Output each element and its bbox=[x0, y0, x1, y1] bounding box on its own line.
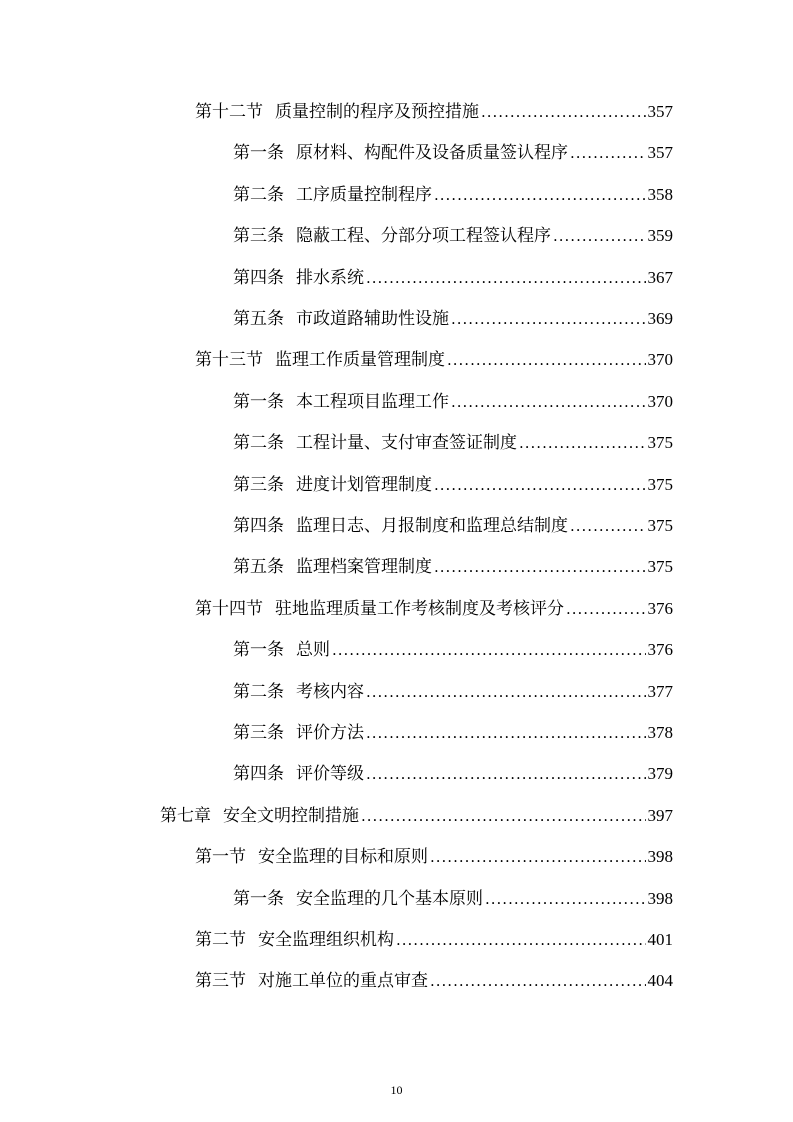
dot-leader bbox=[519, 429, 646, 457]
toc-entry[interactable] bbox=[195, 967, 673, 995]
toc-entry-page: 359 bbox=[647, 226, 673, 246]
toc-entry[interactable] bbox=[233, 305, 673, 333]
toc-entry-label: 第十二节 bbox=[195, 102, 263, 122]
toc-entry[interactable] bbox=[233, 885, 673, 913]
toc-entry-label: 第三条 bbox=[233, 474, 284, 495]
toc-entry[interactable] bbox=[233, 760, 673, 788]
toc-entry-page: 397 bbox=[647, 805, 673, 825]
dot-leader bbox=[361, 802, 646, 830]
toc-entry-label: 第一条 bbox=[233, 640, 284, 661]
toc-entry[interactable] bbox=[233, 222, 673, 250]
toc-entry-page: 378 bbox=[647, 723, 673, 742]
toc-entry-page: 376 bbox=[647, 598, 673, 618]
dot-leader bbox=[434, 553, 646, 581]
toc-entry-page: 369 bbox=[647, 309, 673, 328]
toc-entry-title: 市政道路辅助性设施 bbox=[296, 309, 449, 329]
toc-entry[interactable] bbox=[233, 139, 673, 167]
toc-entry-title: 工程计量、支付审查签证制度 bbox=[296, 433, 517, 454]
toc-entry[interactable] bbox=[195, 843, 673, 871]
toc-entry-title: 工序质量控制程序 bbox=[296, 184, 432, 205]
toc-entry-label: 第四条 bbox=[233, 516, 284, 536]
toc-entry[interactable] bbox=[195, 926, 673, 954]
toc-entry-page: 401 bbox=[647, 930, 673, 949]
toc-entry[interactable] bbox=[233, 181, 673, 209]
dot-leader bbox=[570, 139, 646, 167]
toc-entry-title: 隐蔽工程、分部分项工程签认程序 bbox=[296, 226, 551, 247]
dot-leader bbox=[451, 305, 646, 333]
dot-leader bbox=[570, 512, 646, 540]
toc-entry-title: 驻地监理质量工作考核制度及考核评分 bbox=[275, 598, 564, 619]
toc-entry[interactable] bbox=[160, 802, 673, 830]
toc-entry-page: 367 bbox=[647, 267, 673, 287]
toc-entry-label: 第一节 bbox=[195, 847, 246, 868]
toc-entry-title: 考核内容 bbox=[296, 681, 364, 702]
dot-leader bbox=[332, 636, 646, 664]
toc-entry-label: 第五条 bbox=[233, 557, 284, 578]
toc-entry-title: 原材料、构配件及设备质量签认程序 bbox=[296, 143, 568, 164]
toc-entry-label: 第七章 bbox=[160, 805, 211, 826]
toc-entry-label: 第二条 bbox=[233, 184, 284, 205]
toc-entry-page: 375 bbox=[647, 557, 673, 577]
toc-entry-page: 404 bbox=[647, 971, 673, 991]
toc-entry-title: 安全监理组织机构 bbox=[258, 930, 394, 950]
toc-entry-label: 第二条 bbox=[233, 681, 284, 702]
toc-entry-label: 第一条 bbox=[233, 888, 284, 909]
dot-leader bbox=[430, 967, 646, 995]
page-number: 10 bbox=[390, 1083, 403, 1097]
toc-entry-page: 357 bbox=[647, 102, 673, 121]
toc-entry-page: 370 bbox=[647, 350, 673, 370]
toc-entry-label: 第五条 bbox=[233, 309, 284, 329]
toc-entry-label: 第三节 bbox=[195, 971, 246, 992]
toc-entry[interactable] bbox=[195, 98, 673, 126]
toc-entry-page: 357 bbox=[647, 143, 673, 163]
toc-entry[interactable] bbox=[233, 264, 673, 292]
dot-leader bbox=[553, 222, 646, 250]
toc-entry[interactable] bbox=[195, 595, 673, 623]
toc-entry-title: 安全监理的几个基本原则 bbox=[296, 888, 483, 909]
toc-entry-title: 评价等级 bbox=[296, 764, 364, 785]
toc-entry-title: 质量控制的程序及预控措施 bbox=[275, 102, 479, 122]
dot-leader bbox=[447, 346, 646, 374]
toc-entry-label: 第三条 bbox=[233, 723, 284, 743]
toc-entry-title: 安全监理的目标和原则 bbox=[258, 847, 428, 868]
toc-entry-label: 第二条 bbox=[233, 433, 284, 454]
toc-entry-label: 第四条 bbox=[233, 267, 284, 288]
toc-entry-label: 第四条 bbox=[233, 764, 284, 785]
toc-entry-title: 监理日志、月报制度和监理总结制度 bbox=[296, 516, 568, 536]
toc-entry-page: 375 bbox=[647, 433, 673, 453]
toc-entry[interactable] bbox=[233, 429, 673, 457]
dot-leader bbox=[366, 264, 646, 292]
dot-leader bbox=[366, 719, 646, 747]
toc-entry[interactable] bbox=[233, 678, 673, 706]
dot-leader bbox=[434, 181, 646, 209]
toc-entry-page: 398 bbox=[647, 888, 673, 908]
toc-entry-title: 对施工单位的重点审查 bbox=[258, 971, 428, 992]
toc-entry-label: 第十四节 bbox=[195, 598, 263, 619]
dot-leader bbox=[366, 760, 646, 788]
toc-entry-page: 370 bbox=[647, 391, 673, 411]
toc-entry-label: 第三条 bbox=[233, 226, 284, 247]
toc-entry-title: 排水系统 bbox=[296, 267, 364, 288]
toc-entry[interactable] bbox=[233, 388, 673, 416]
toc-entry-page: 358 bbox=[647, 184, 673, 204]
dot-leader bbox=[430, 843, 646, 871]
toc-entry-title: 安全文明控制措施 bbox=[223, 805, 359, 826]
toc-entry-title: 监理档案管理制度 bbox=[296, 557, 432, 578]
toc-entry-title: 评价方法 bbox=[296, 723, 364, 743]
dot-leader bbox=[485, 885, 646, 913]
dot-leader bbox=[481, 98, 646, 126]
toc-entry-page: 375 bbox=[647, 474, 673, 494]
toc-entry[interactable] bbox=[233, 512, 673, 540]
toc-entry-title: 监理工作质量管理制度 bbox=[275, 350, 445, 371]
toc-entry-title: 本工程项目监理工作 bbox=[296, 391, 449, 412]
dot-leader bbox=[366, 678, 646, 706]
dot-leader bbox=[396, 926, 646, 954]
toc-entry[interactable] bbox=[233, 719, 673, 747]
toc-entry[interactable] bbox=[195, 346, 673, 374]
dot-leader bbox=[451, 388, 646, 416]
toc-entry-page: 375 bbox=[647, 516, 673, 535]
toc-entry-title: 进度计划管理制度 bbox=[296, 474, 432, 495]
toc-entry[interactable] bbox=[233, 471, 673, 499]
toc-entry-page: 398 bbox=[647, 847, 673, 867]
dot-leader bbox=[434, 471, 646, 499]
toc-entry[interactable] bbox=[233, 636, 673, 664]
toc-entry-label: 第一条 bbox=[233, 143, 284, 164]
toc-entry-page: 379 bbox=[647, 764, 673, 784]
toc-entry-title: 总则 bbox=[296, 640, 330, 661]
toc-entry-page: 376 bbox=[647, 640, 673, 660]
toc-entry-label: 第一条 bbox=[233, 391, 284, 412]
toc-entry-page: 377 bbox=[647, 681, 673, 701]
toc-entry-label: 第二节 bbox=[195, 930, 246, 950]
dot-leader bbox=[566, 595, 646, 623]
toc-entry[interactable] bbox=[233, 553, 673, 581]
toc-entry-label: 第十三节 bbox=[195, 350, 263, 371]
